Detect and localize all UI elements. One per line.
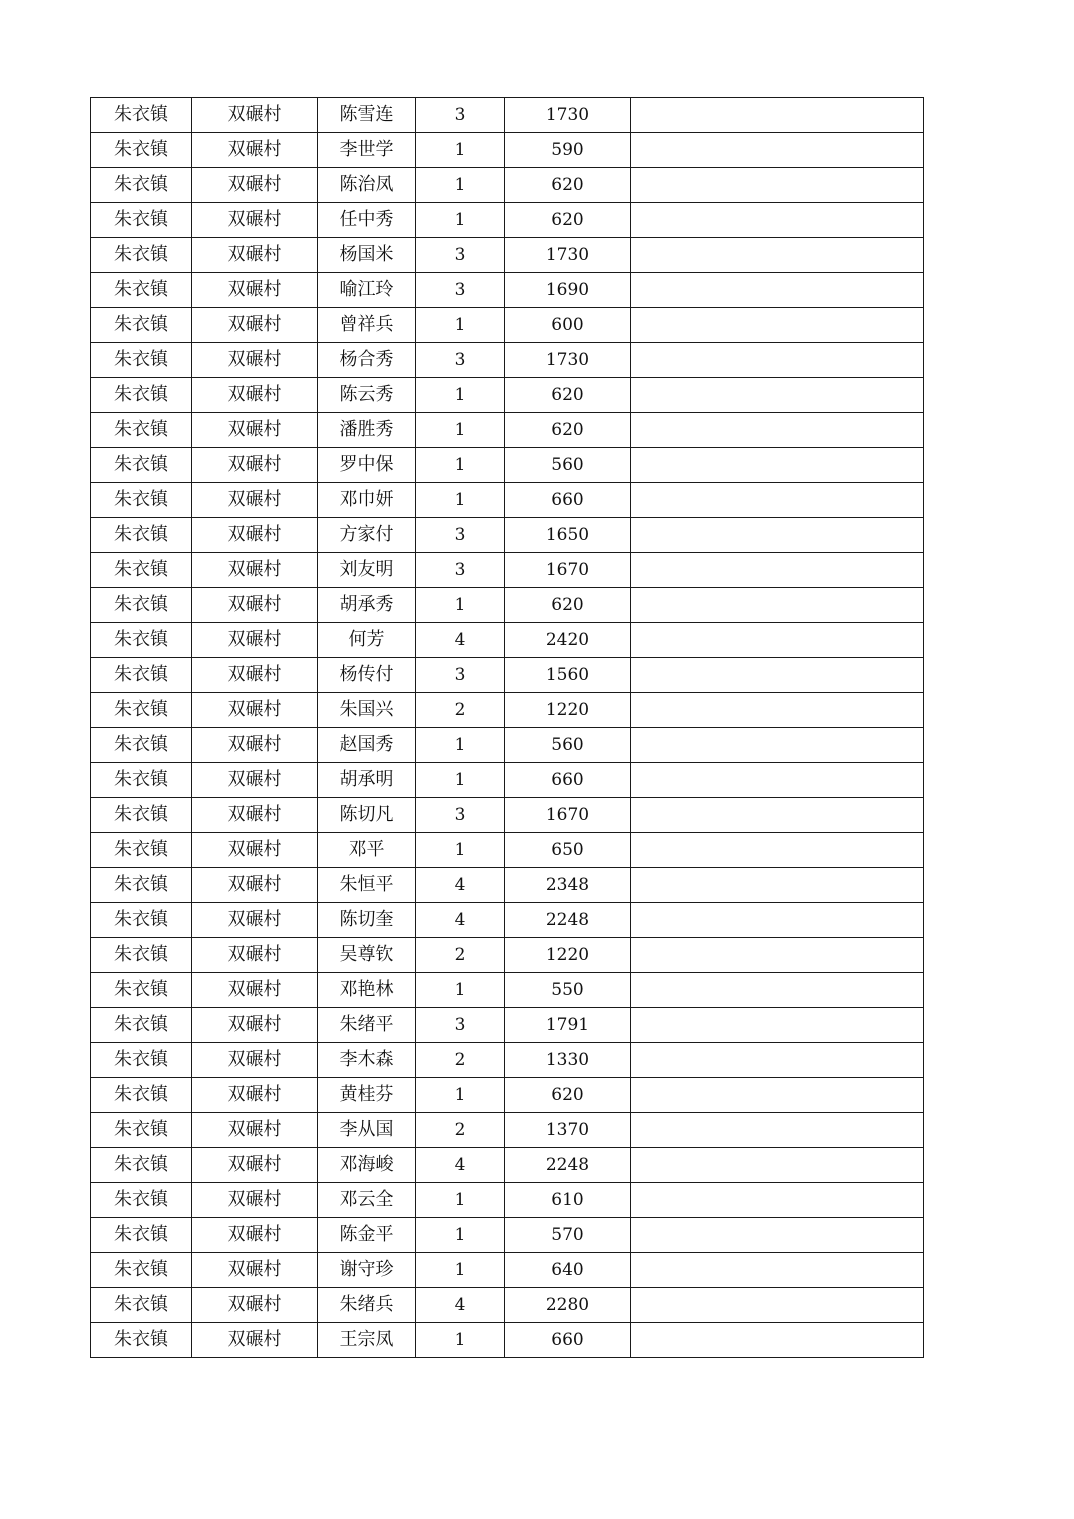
name-cell: 黄桂芬 <box>318 1078 416 1113</box>
remark-cell <box>631 868 924 903</box>
name-cell: 刘友明 <box>318 553 416 588</box>
amount-cell: 620 <box>505 203 631 238</box>
household-size-cell: 1 <box>416 833 505 868</box>
table-row <box>91 623 924 658</box>
village-cell: 双碾村 <box>192 518 318 553</box>
household-size-cell: 3 <box>416 553 505 588</box>
town-cell: 朱衣镇 <box>91 973 192 1008</box>
household-size-cell: 1 <box>416 483 505 518</box>
table-row <box>91 203 924 238</box>
amount-cell: 1670 <box>505 798 631 833</box>
town-cell: 朱衣镇 <box>91 203 192 238</box>
town-cell: 朱衣镇 <box>91 1148 192 1183</box>
remark-cell <box>631 1218 924 1253</box>
village-cell: 双碾村 <box>192 1183 318 1218</box>
remark-cell <box>631 1078 924 1113</box>
town-cell: 朱衣镇 <box>91 378 192 413</box>
household-size-cell: 1 <box>416 1183 505 1218</box>
name-cell: 李世学 <box>318 133 416 168</box>
remark-cell <box>631 903 924 938</box>
table-row <box>91 553 924 588</box>
amount-cell: 640 <box>505 1253 631 1288</box>
household-size-cell: 3 <box>416 658 505 693</box>
town-cell: 朱衣镇 <box>91 448 192 483</box>
village-cell: 双碾村 <box>192 1253 318 1288</box>
amount-cell: 560 <box>505 448 631 483</box>
remark-cell <box>631 133 924 168</box>
household-size-cell: 1 <box>416 973 505 1008</box>
name-cell: 杨合秀 <box>318 343 416 378</box>
remark-cell <box>631 1183 924 1218</box>
village-cell: 双碾村 <box>192 1113 318 1148</box>
household-size-cell: 1 <box>416 763 505 798</box>
household-size-cell: 4 <box>416 868 505 903</box>
remark-cell <box>631 938 924 973</box>
remark-cell <box>631 693 924 728</box>
name-cell: 陈金平 <box>318 1218 416 1253</box>
town-cell: 朱衣镇 <box>91 413 192 448</box>
household-size-cell: 4 <box>416 1148 505 1183</box>
remark-cell <box>631 308 924 343</box>
name-cell: 陈云秀 <box>318 378 416 413</box>
village-cell: 双碾村 <box>192 448 318 483</box>
table-row <box>91 1218 924 1253</box>
remark-cell <box>631 273 924 308</box>
remark-cell <box>631 378 924 413</box>
table-row <box>91 1008 924 1043</box>
amount-cell: 610 <box>505 1183 631 1218</box>
household-size-cell: 1 <box>416 308 505 343</box>
remark-cell <box>631 1148 924 1183</box>
village-cell: 双碾村 <box>192 1288 318 1323</box>
remark-cell <box>631 728 924 763</box>
table-row <box>91 168 924 203</box>
village-cell: 双碾村 <box>192 238 318 273</box>
amount-cell: 1730 <box>505 98 631 133</box>
household-size-cell: 3 <box>416 98 505 133</box>
table-row <box>91 518 924 553</box>
amount-cell: 1650 <box>505 518 631 553</box>
name-cell: 赵国秀 <box>318 728 416 763</box>
name-cell: 胡承秀 <box>318 588 416 623</box>
village-cell: 双碾村 <box>192 98 318 133</box>
village-cell: 双碾村 <box>192 903 318 938</box>
table-row <box>91 378 924 413</box>
household-size-cell: 1 <box>416 728 505 763</box>
table-row <box>91 1253 924 1288</box>
table-row <box>91 763 924 798</box>
town-cell: 朱衣镇 <box>91 483 192 518</box>
amount-cell: 620 <box>505 168 631 203</box>
amount-cell: 2248 <box>505 1148 631 1183</box>
town-cell: 朱衣镇 <box>91 588 192 623</box>
subsidy-table <box>90 97 924 1358</box>
amount-cell: 550 <box>505 973 631 1008</box>
amount-cell: 2420 <box>505 623 631 658</box>
table-row <box>91 1183 924 1218</box>
household-size-cell: 1 <box>416 1323 505 1358</box>
amount-cell: 620 <box>505 413 631 448</box>
remark-cell <box>631 973 924 1008</box>
household-size-cell: 1 <box>416 1253 505 1288</box>
name-cell: 杨传付 <box>318 658 416 693</box>
household-size-cell: 2 <box>416 693 505 728</box>
remark-cell <box>631 1323 924 1358</box>
amount-cell: 2280 <box>505 1288 631 1323</box>
remark-cell <box>631 98 924 133</box>
village-cell: 双碾村 <box>192 728 318 763</box>
village-cell: 双碾村 <box>192 203 318 238</box>
village-cell: 双碾村 <box>192 553 318 588</box>
table-row <box>91 308 924 343</box>
table-row <box>91 938 924 973</box>
amount-cell: 560 <box>505 728 631 763</box>
remark-cell <box>631 763 924 798</box>
household-size-cell: 3 <box>416 343 505 378</box>
household-size-cell: 4 <box>416 903 505 938</box>
table-row <box>91 273 924 308</box>
household-size-cell: 2 <box>416 938 505 973</box>
remark-cell <box>631 203 924 238</box>
remark-cell <box>631 1288 924 1323</box>
remark-cell <box>631 413 924 448</box>
table-row <box>91 903 924 938</box>
village-cell: 双碾村 <box>192 483 318 518</box>
household-size-cell: 3 <box>416 798 505 833</box>
household-size-cell: 3 <box>416 1008 505 1043</box>
name-cell: 邓海峻 <box>318 1148 416 1183</box>
household-size-cell: 1 <box>416 588 505 623</box>
town-cell: 朱衣镇 <box>91 1183 192 1218</box>
amount-cell: 660 <box>505 763 631 798</box>
table-row <box>91 658 924 693</box>
amount-cell: 2348 <box>505 868 631 903</box>
table-row <box>91 238 924 273</box>
remark-cell <box>631 588 924 623</box>
household-size-cell: 3 <box>416 518 505 553</box>
amount-cell: 1730 <box>505 343 631 378</box>
village-cell: 双碾村 <box>192 938 318 973</box>
town-cell: 朱衣镇 <box>91 693 192 728</box>
name-cell: 喻江玲 <box>318 273 416 308</box>
table-body <box>91 98 924 1358</box>
table-row <box>91 728 924 763</box>
village-cell: 双碾村 <box>192 868 318 903</box>
town-cell: 朱衣镇 <box>91 1253 192 1288</box>
village-cell: 双碾村 <box>192 1043 318 1078</box>
amount-cell: 650 <box>505 833 631 868</box>
town-cell: 朱衣镇 <box>91 343 192 378</box>
name-cell: 朱恒平 <box>318 868 416 903</box>
name-cell: 邓巾妍 <box>318 483 416 518</box>
town-cell: 朱衣镇 <box>91 553 192 588</box>
table-row <box>91 413 924 448</box>
amount-cell: 570 <box>505 1218 631 1253</box>
amount-cell: 1730 <box>505 238 631 273</box>
town-cell: 朱衣镇 <box>91 1043 192 1078</box>
amount-cell: 2248 <box>505 903 631 938</box>
amount-cell: 1791 <box>505 1008 631 1043</box>
town-cell: 朱衣镇 <box>91 798 192 833</box>
village-cell: 双碾村 <box>192 1218 318 1253</box>
name-cell: 朱绪平 <box>318 1008 416 1043</box>
village-cell: 双碾村 <box>192 973 318 1008</box>
table-row <box>91 133 924 168</box>
amount-cell: 600 <box>505 308 631 343</box>
amount-cell: 620 <box>505 1078 631 1113</box>
town-cell: 朱衣镇 <box>91 168 192 203</box>
name-cell: 曾祥兵 <box>318 308 416 343</box>
name-cell: 罗中保 <box>318 448 416 483</box>
village-cell: 双碾村 <box>192 798 318 833</box>
name-cell: 陈切凡 <box>318 798 416 833</box>
village-cell: 双碾村 <box>192 1148 318 1183</box>
name-cell: 陈切奎 <box>318 903 416 938</box>
household-size-cell: 1 <box>416 1078 505 1113</box>
remark-cell <box>631 658 924 693</box>
name-cell: 朱绪兵 <box>318 1288 416 1323</box>
amount-cell: 620 <box>505 378 631 413</box>
village-cell: 双碾村 <box>192 693 318 728</box>
household-size-cell: 1 <box>416 413 505 448</box>
name-cell: 何芳 <box>318 623 416 658</box>
name-cell: 谢守珍 <box>318 1253 416 1288</box>
name-cell: 陈雪连 <box>318 98 416 133</box>
remark-cell <box>631 518 924 553</box>
name-cell: 方家付 <box>318 518 416 553</box>
village-cell: 双碾村 <box>192 1323 318 1358</box>
amount-cell: 1220 <box>505 938 631 973</box>
remark-cell <box>631 1253 924 1288</box>
name-cell: 李从国 <box>318 1113 416 1148</box>
remark-cell <box>631 553 924 588</box>
household-size-cell: 4 <box>416 623 505 658</box>
table-row <box>91 693 924 728</box>
town-cell: 朱衣镇 <box>91 903 192 938</box>
village-cell: 双碾村 <box>192 273 318 308</box>
table-row <box>91 798 924 833</box>
village-cell: 双碾村 <box>192 1078 318 1113</box>
household-size-cell: 1 <box>416 168 505 203</box>
table-row <box>91 448 924 483</box>
village-cell: 双碾村 <box>192 168 318 203</box>
household-size-cell: 1 <box>416 1218 505 1253</box>
town-cell: 朱衣镇 <box>91 728 192 763</box>
household-size-cell: 1 <box>416 203 505 238</box>
amount-cell: 1330 <box>505 1043 631 1078</box>
household-size-cell: 4 <box>416 1288 505 1323</box>
amount-cell: 1560 <box>505 658 631 693</box>
town-cell: 朱衣镇 <box>91 868 192 903</box>
household-size-cell: 1 <box>416 448 505 483</box>
name-cell: 杨国米 <box>318 238 416 273</box>
table-row <box>91 483 924 518</box>
remark-cell <box>631 833 924 868</box>
household-size-cell: 3 <box>416 238 505 273</box>
table-row <box>91 1323 924 1358</box>
amount-cell: 660 <box>505 1323 631 1358</box>
remark-cell <box>631 1043 924 1078</box>
village-cell: 双碾村 <box>192 588 318 623</box>
village-cell: 双碾村 <box>192 133 318 168</box>
town-cell: 朱衣镇 <box>91 308 192 343</box>
name-cell: 朱国兴 <box>318 693 416 728</box>
town-cell: 朱衣镇 <box>91 1008 192 1043</box>
name-cell: 潘胜秀 <box>318 413 416 448</box>
village-cell: 双碾村 <box>192 763 318 798</box>
household-size-cell: 2 <box>416 1043 505 1078</box>
amount-cell: 590 <box>505 133 631 168</box>
amount-cell: 620 <box>505 588 631 623</box>
name-cell: 吴尊钦 <box>318 938 416 973</box>
name-cell: 李木森 <box>318 1043 416 1078</box>
remark-cell <box>631 343 924 378</box>
name-cell: 邓云全 <box>318 1183 416 1218</box>
amount-cell: 1690 <box>505 273 631 308</box>
remark-cell <box>631 798 924 833</box>
village-cell: 双碾村 <box>192 1008 318 1043</box>
household-size-cell: 2 <box>416 1113 505 1148</box>
remark-cell <box>631 483 924 518</box>
remark-cell <box>631 623 924 658</box>
name-cell: 任中秀 <box>318 203 416 238</box>
amount-cell: 1220 <box>505 693 631 728</box>
name-cell: 邓平 <box>318 833 416 868</box>
town-cell: 朱衣镇 <box>91 763 192 798</box>
remark-cell <box>631 1008 924 1043</box>
table-row <box>91 1113 924 1148</box>
name-cell: 陈治凤 <box>318 168 416 203</box>
town-cell: 朱衣镇 <box>91 133 192 168</box>
table-row <box>91 98 924 133</box>
amount-cell: 1370 <box>505 1113 631 1148</box>
town-cell: 朱衣镇 <box>91 98 192 133</box>
remark-cell <box>631 168 924 203</box>
table-row <box>91 973 924 1008</box>
table-row <box>91 833 924 868</box>
household-size-cell: 3 <box>416 273 505 308</box>
village-cell: 双碾村 <box>192 658 318 693</box>
amount-cell: 1670 <box>505 553 631 588</box>
name-cell: 邓艳林 <box>318 973 416 1008</box>
household-size-cell: 1 <box>416 133 505 168</box>
town-cell: 朱衣镇 <box>91 1323 192 1358</box>
table-row <box>91 868 924 903</box>
table-row <box>91 1148 924 1183</box>
table-row <box>91 343 924 378</box>
town-cell: 朱衣镇 <box>91 658 192 693</box>
remark-cell <box>631 1113 924 1148</box>
table-row <box>91 1288 924 1323</box>
town-cell: 朱衣镇 <box>91 1113 192 1148</box>
table-row <box>91 588 924 623</box>
town-cell: 朱衣镇 <box>91 238 192 273</box>
name-cell: 王宗凤 <box>318 1323 416 1358</box>
village-cell: 双碾村 <box>192 378 318 413</box>
table-row <box>91 1078 924 1113</box>
amount-cell: 660 <box>505 483 631 518</box>
table-row <box>91 1043 924 1078</box>
town-cell: 朱衣镇 <box>91 623 192 658</box>
village-cell: 双碾村 <box>192 308 318 343</box>
village-cell: 双碾村 <box>192 343 318 378</box>
remark-cell <box>631 238 924 273</box>
household-size-cell: 1 <box>416 378 505 413</box>
town-cell: 朱衣镇 <box>91 938 192 973</box>
village-cell: 双碾村 <box>192 623 318 658</box>
town-cell: 朱衣镇 <box>91 1218 192 1253</box>
town-cell: 朱衣镇 <box>91 273 192 308</box>
town-cell: 朱衣镇 <box>91 1288 192 1323</box>
name-cell: 胡承明 <box>318 763 416 798</box>
village-cell: 双碾村 <box>192 833 318 868</box>
town-cell: 朱衣镇 <box>91 1078 192 1113</box>
town-cell: 朱衣镇 <box>91 833 192 868</box>
remark-cell <box>631 448 924 483</box>
town-cell: 朱衣镇 <box>91 518 192 553</box>
village-cell: 双碾村 <box>192 413 318 448</box>
